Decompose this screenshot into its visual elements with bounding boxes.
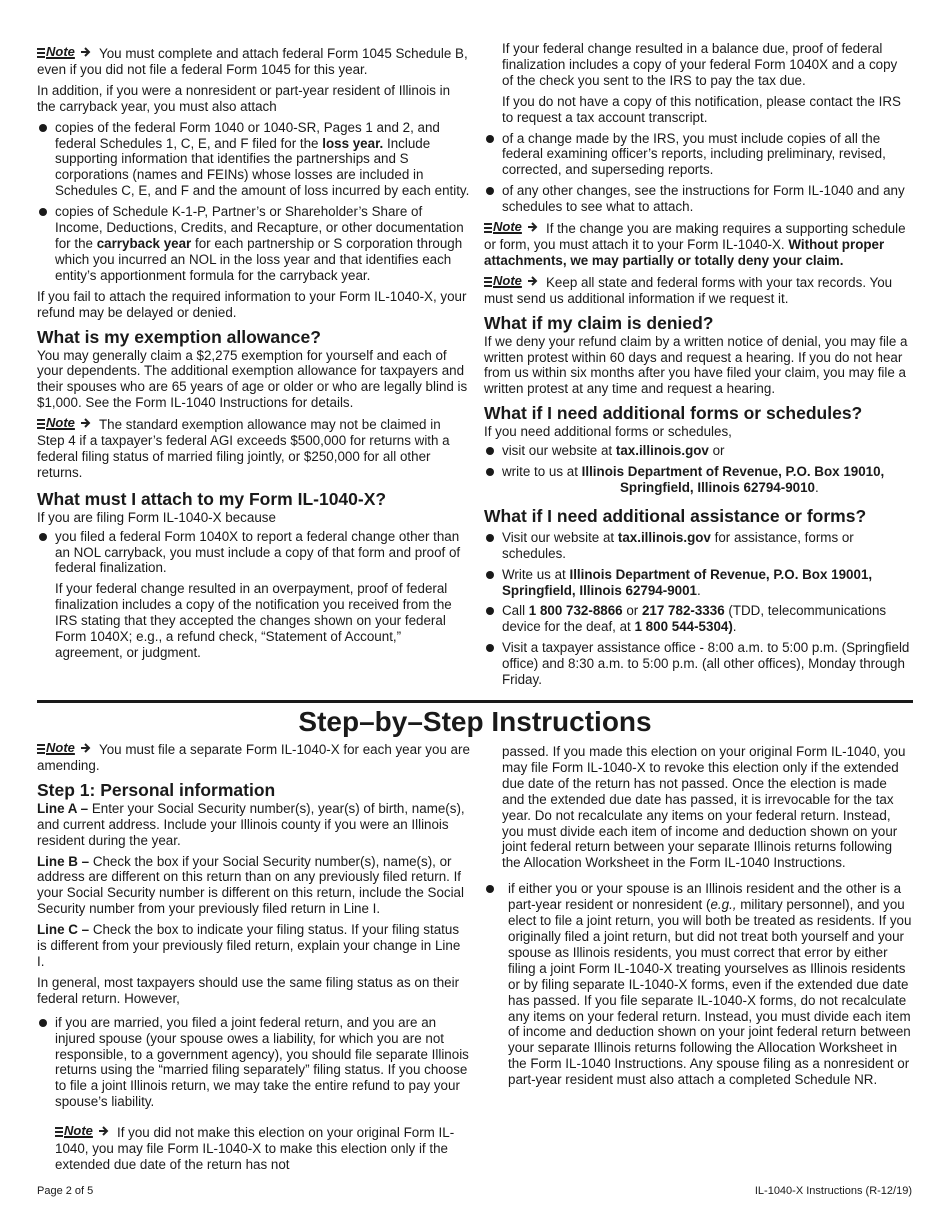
note-paragraph: Note Keep all state and federal forms with your tax records. You must send us additional information if we request it. bbox=[484, 272, 893, 306]
bullet-icon bbox=[486, 644, 494, 652]
paragraph: If your federal change resulted in an overpayment, proof of federal finalization includes a copy of the notification you received from the IRS stating that they accepted the changes shown on your federal Form 1040X; e.g., a refund check, “Statement of Account,” agreement, or judgment. bbox=[55, 581, 452, 660]
note-paragraph: Note You must complete and attach federal Form 1045 Schedule B, even if you did not file a federal Form 1045 for this year. bbox=[37, 44, 468, 77]
section-divider bbox=[37, 700, 913, 703]
note-paragraph: Note The standard exemption allowance may not be claimed in Step 4 if a taxpayer’s federal AGI exceeds $500,000 for returns with a federal filing status of married filing jointly, or $250,000 for all other returns. bbox=[37, 415, 450, 480]
list-item: of any other changes, see the instructions for Form IL-1040 and any schedules to see what to attach. bbox=[484, 183, 912, 215]
bottom-left-column bbox=[37, 741, 470, 1178]
paragraph: passed. If you made this election on your original Form IL-1040, you may file Form IL-1040-X to revoke this election only if the extended due date of the return has not passed. Once the election is made and the extended due date has passed, it is irrevocable for the tax year. Do not recalculate any items on your federal return. Instead, you must divide each item of income and deduction shown on your joint federal return between your separate Illinois returns following the Allocation Worksheet in the Form IL-1040 Instructions. bbox=[502, 744, 906, 871]
paragraph: In general, most taxpayers should use the same filing status as on their federal return. However, bbox=[37, 974, 460, 1006]
paragraph: If we deny your refund claim by a written notice of denial, you may file a written protest within 60 days and request a hearing. If you do not hear from us within six months after you have filed your claim, you may file a written protest at any time and request a hearing. bbox=[484, 333, 908, 397]
list-item: copies of the federal Form 1040 or 1040-SR, Pages 1 and 2, and federal Schedules 1, C, E, and F filed for the loss year. Include supporting information that identifies the partnerships and S corporations (names and FEINs) whose losses are included in Schedules C, E, and F and the amount of loss incurred by each entity. bbox=[37, 120, 470, 200]
bullet-icon bbox=[486, 135, 494, 143]
bullet-icon bbox=[486, 534, 494, 542]
list-item: Call 1 800 732-8866 or 217 782-3336 (TDD, telecommunications device for the deaf, at 1 800 544-5304). bbox=[484, 603, 912, 635]
paragraph: If you do not have a copy of this notification, please contact the IRS to request a tax account transcript. bbox=[502, 93, 901, 125]
list-item: if you are married, you filed a joint federal return, and you are an injured spouse (your spouse owes a liability, for which you are not responsible, to a government agency), you should file separate Illinois returns using the “married filing separately” filing status. If you choose to file a joint Illinois return, we may take the entire refund to pay your spouse’s liability. bbox=[37, 1015, 470, 1110]
step-heading: Step 1: Personal information bbox=[37, 779, 276, 800]
note-icon: Note bbox=[37, 741, 96, 756]
list-item: if either you or your spouse is an Illinois resident and the other is a part-year resident or nonresident (e.g., military personnel), and you elect to file a joint return, you will both be treated as residents. If you originally filed a joint return, but did not treat both yourself and your spouse as Illinois residents, you must correct that error by either filing a joint Form IL-1040-X treating yourselves as Illinois residents or by filing separate IL-1040-X forms, even if the extended due date has passed. If you file separate IL-1040-X forms, do not recalculate any items on your federal return. Instead, you must divide each item of income and deduction shown on your joint federal return between your separate Illinois returns following the Allocation Worksheet in the Form IL-1040 Instructions. Any spouse filing as a nonresident or part-year resident must also attach a completed Schedule NR. bbox=[484, 881, 912, 1088]
paragraph: Line B – Check the box if your Social Security number(s), name(s), or address are different on this return than on any previously filed return. If your Social Security number is different on this return, include the Social Security number from your previously filed return in Line I. bbox=[37, 853, 464, 917]
bullet-icon bbox=[486, 607, 494, 615]
note-icon: Note bbox=[484, 274, 543, 289]
section-heading: What if my claim is denied? bbox=[484, 312, 714, 333]
bullet-icon bbox=[39, 208, 47, 216]
list-item: you filed a federal Form 1040X to report a federal change other than an NOL carryback, you must include a copy of that form and proof of federal finalization. bbox=[37, 529, 470, 577]
paragraph: If you are filing Form IL-1040-X because bbox=[37, 509, 276, 525]
note-icon: Note bbox=[484, 220, 543, 235]
note-icon: Note bbox=[55, 1124, 114, 1139]
top-left-column bbox=[37, 45, 470, 666]
bullet-icon bbox=[39, 1019, 47, 1027]
list-item: Write us at Illinois Department of Revenue, P.O. Box 19001, Springfield, Illinois 62794-9001. bbox=[484, 567, 912, 599]
bullet-icon bbox=[486, 447, 494, 455]
list-item: write to us at Illinois Department of Revenue, P.O. Box 19010, Springfield, Illinois 62794-9010. bbox=[484, 464, 912, 496]
bullet-icon bbox=[39, 533, 47, 541]
bullet-icon bbox=[486, 468, 494, 476]
website-link: tax.illinois.gov bbox=[615, 443, 709, 459]
note-paragraph: Note You must file a separate Form IL-1040-X for each year you are amending. bbox=[37, 740, 470, 773]
paragraph: If you need additional forms or schedules, bbox=[484, 424, 732, 440]
section-heading: What must I attach to my Form IL-1040-X? bbox=[37, 488, 387, 509]
paragraph: Line C – Check the box to indicate your filing status. If your filing status is different from your previously filed return, explain your change in Line I. bbox=[37, 922, 461, 969]
website-link: tax.illinois.gov bbox=[617, 529, 711, 545]
bullet-icon bbox=[486, 571, 494, 579]
section-heading: What is my exemption allowance? bbox=[37, 326, 321, 347]
paragraph: In addition, if you were a nonresident or part-year resident of Illinois in the carryback year, you must also attach bbox=[37, 82, 451, 114]
section-heading: What if I need additional assistance or forms? bbox=[484, 505, 867, 526]
top-right-column bbox=[484, 41, 912, 693]
list-item: Visit our website at tax.illinois.gov for assistance, forms or schedules. bbox=[484, 530, 912, 562]
bottom-right-column bbox=[484, 744, 912, 1093]
note-icon: Note bbox=[37, 416, 96, 431]
form-revision: IL-1040-X Instructions (R-12/19) bbox=[754, 1185, 912, 1197]
note-paragraph: Note If the change you are making requires a supporting schedule or form, you must attach it to your Form IL-1040-X. Without proper attachments, we may partially or totally deny your claim. bbox=[484, 219, 906, 268]
note-icon: Note bbox=[37, 45, 96, 60]
paragraph: Line A – Enter your Social Security number(s), year(s) of birth, name(s), and current address. Include your Illinois county if you were an Illinois resident during the year. bbox=[37, 800, 465, 848]
section-heading: What if I need additional forms or schedules? bbox=[484, 403, 863, 424]
paragraph: You may generally claim a $2,275 exemption for yourself and each of your dependents. The additional exemption allowance for taxpayers and their spouses who are 65 years of age or older or who are legally blind is $1,000. See the Form IL-1040 Instructions for details. bbox=[37, 347, 468, 411]
paragraph: If you fail to attach the required information to your Form IL-1040-X, your refund may be delayed or denied. bbox=[37, 288, 467, 320]
list-item: copies of Schedule K-1-P, Partner’s or Shareholder’s Share of Income, Deductions, Credits, and Recapture, or other documentation for the carryback year for each partnership or S corporation through which you incurred an NOL in the loss year and that identifies each entity’s apportionment formula for the carryback year. bbox=[37, 204, 470, 284]
note-paragraph: Note If you did not make this election on your original Form IL-1040, you may file Form IL-1040-X to make this election only if the extended due date of the return has not bbox=[55, 1123, 455, 1172]
bullet-icon bbox=[39, 124, 47, 132]
page-number: Page 2 of 5 bbox=[37, 1185, 94, 1197]
list-item: visit our website at tax.illinois.gov or bbox=[484, 443, 912, 459]
list-item: of a change made by the IRS, you must include copies of all the federal examining officer’s reports, including preliminary, revised, corrected, and superseding reports. bbox=[484, 131, 912, 179]
bullet-icon bbox=[486, 885, 494, 893]
list-item: Visit a taxpayer assistance office - 8:00 a.m. to 5:00 p.m. (Springfield office) and 8:30 a.m. to 5:00 p.m. (all other offices), Monday through Friday. bbox=[484, 640, 912, 688]
bullet-icon bbox=[486, 187, 494, 195]
paragraph: If your federal change resulted in a balance due, proof of federal finalization includes a copy of your federal Form 1040X and a copy of the check you sent to the IRS to pay the tax due. bbox=[502, 41, 898, 88]
section-title: Step–by–Step Instructions bbox=[298, 706, 652, 737]
